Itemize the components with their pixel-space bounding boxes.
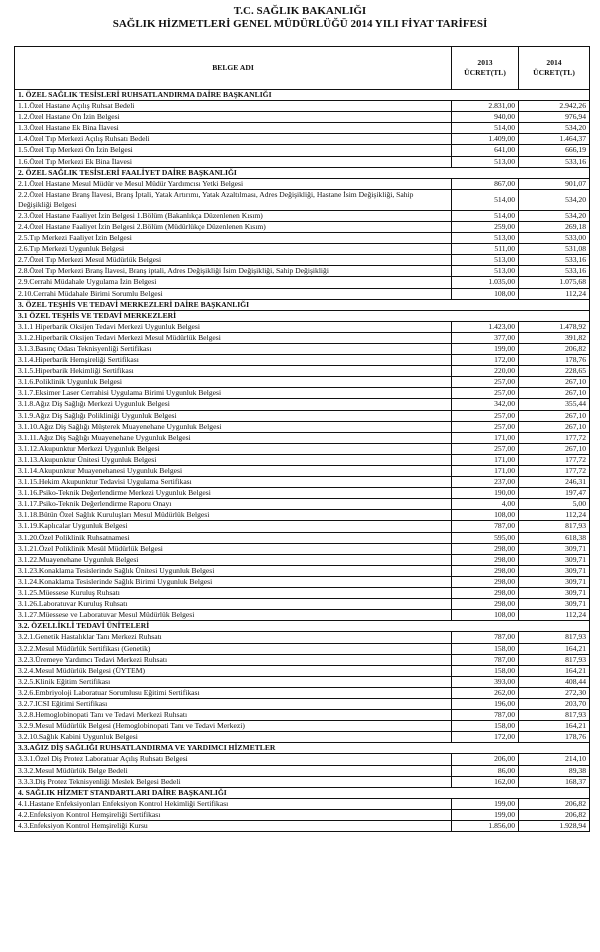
cell-belge-adi: 3.1.20.Özel Poliklinik Ruhsatnamesi: [15, 532, 452, 543]
cell-2014-fee: 177,72: [519, 466, 590, 477]
cell-belge-adi: 2.7.Özel Tıp Merkezi Mesul Müdürlük Belgesi: [15, 255, 452, 266]
cell-belge-adi: 2.5.Tıp Merkezi Faaliyet İzin Belgesi: [15, 233, 452, 244]
table-row: [15, 665, 590, 676]
cell-2014-fee: 533,16: [519, 255, 590, 266]
cell-2013-fee: 172,00: [452, 732, 519, 743]
cell-belge-adi: 4.3.Enfeksiyon Kontrol Hemşireliği Kursu: [15, 821, 452, 832]
section-row: [15, 743, 590, 754]
table-row: [15, 698, 590, 709]
section-title: 3.2. ÖZELLİKLİ TEDAVİ ÜNİTELERİ: [15, 621, 590, 632]
cell-2013-fee: 298,00: [452, 554, 519, 565]
table-row: [15, 610, 590, 621]
table-row: [15, 377, 590, 388]
table-row: [15, 721, 590, 732]
table-row: [15, 255, 590, 266]
table-row: [15, 321, 590, 332]
cell-2014-fee: 206,82: [519, 798, 590, 809]
cell-2014-fee: 89,38: [519, 765, 590, 776]
cell-belge-adi: 2.9.Cerrahi Müdahale Uygulama İzin Belgesi: [15, 277, 452, 288]
table-row: [15, 477, 590, 488]
table-header-row: [15, 47, 590, 90]
cell-2014-fee: 355,44: [519, 399, 590, 410]
cell-belge-adi: 1.1.Özel Hastane Açılış Ruhsat Bedeli: [15, 101, 452, 112]
cell-belge-adi: 3.1.8.Ağız Diş Sağlığı Merkezi Uygunluk Belgesi: [15, 399, 452, 410]
section-title: 2. ÖZEL SAĞLIK TESİSLERİ FAALİYET DAİRE BAŞKANLIĞI: [15, 167, 590, 178]
cell-2013-fee: 377,00: [452, 332, 519, 343]
table-row: [15, 399, 590, 410]
cell-2013-fee: 787,00: [452, 710, 519, 721]
cell-belge-adi: 1.5.Özel Tıp Merkezi Ön İzin Belgesi: [15, 145, 452, 156]
cell-2013-fee: 196,00: [452, 698, 519, 709]
table-row: [15, 499, 590, 510]
table-row: [15, 101, 590, 112]
cell-2013-fee: 199,00: [452, 798, 519, 809]
cell-belge-adi: 3.1.15.Hekim Akupunktur Tedavisi Uygulama Sertifikası: [15, 477, 452, 488]
cell-belge-adi: 3.1.12.Akupunktur Merkezi Uygunluk Belgesi: [15, 443, 452, 454]
cell-2013-fee: 190,00: [452, 488, 519, 499]
table-row: [15, 421, 590, 432]
header-2014: [519, 47, 590, 90]
cell-2014-fee: 214,10: [519, 754, 590, 765]
table-row: [15, 576, 590, 587]
cell-2013-fee: 298,00: [452, 588, 519, 599]
cell-2013-fee: 158,00: [452, 665, 519, 676]
cell-belge-adi: 3.1.18.Bütün Özel Sağlık Kuruluşları Mesul Müdürlük Belgesi: [15, 510, 452, 521]
cell-belge-adi: 4.1.Hastane Enfeksiyonları Enfeksiyon Kontrol Hekimliği Sertifikası: [15, 798, 452, 809]
cell-belge-adi: 3.1.9.Ağız Diş Sağlığı Polikliniği Uygunluk Belgesi: [15, 410, 452, 421]
cell-2014-fee: 309,71: [519, 543, 590, 554]
cell-2013-fee: 787,00: [452, 654, 519, 665]
table-row: [15, 521, 590, 532]
table-row: [15, 210, 590, 221]
cell-belge-adi: 3.3.1.Özel Diş Protez Laboratuar Açılış Ruhsatı Belgesi: [15, 754, 452, 765]
cell-belge-adi: 3.1.19.Kaplıcalar Uygunluk Belgesi: [15, 521, 452, 532]
table-row: [15, 388, 590, 399]
cell-2013-fee: 513,00: [452, 255, 519, 266]
table-row: [15, 277, 590, 288]
cell-2013-fee: 237,00: [452, 477, 519, 488]
table-row: [15, 643, 590, 654]
cell-2014-fee: 1.928,94: [519, 821, 590, 832]
cell-2013-fee: 513,00: [452, 156, 519, 167]
table-row: [15, 355, 590, 366]
header-belge-adi: BELGE ADI: [15, 47, 452, 90]
table-row: [15, 798, 590, 809]
cell-2014-fee: 267,10: [519, 421, 590, 432]
cell-belge-adi: 3.2.1.Genetik Hastalıklar Tanı Merkezi Ruhsatı: [15, 632, 452, 643]
cell-belge-adi: 3.1.6.Poliklinik Uygunluk Belgesi: [15, 377, 452, 388]
cell-2013-fee: 514,00: [452, 210, 519, 221]
cell-belge-adi: 3.1.11.Ağız Diş Sağlığı Muayenehane Uygunluk Belgesi: [15, 432, 452, 443]
table-row: [15, 776, 590, 787]
cell-belge-adi: 3.1.27.Müessese ve Laboratuvar Mesul Müdürlük Belgesi: [15, 610, 452, 621]
table-row: [15, 554, 590, 565]
table-row: [15, 565, 590, 576]
cell-belge-adi: 3.1.14.Akupunktur Muayenehanesi Uygunluk Belgesi: [15, 466, 452, 477]
table-row: [15, 676, 590, 687]
cell-2014-fee: 267,10: [519, 410, 590, 421]
table-row: [15, 123, 590, 134]
cell-2014-fee: 164,21: [519, 721, 590, 732]
cell-2014-fee: 203,70: [519, 698, 590, 709]
cell-2013-fee: 867,00: [452, 178, 519, 189]
cell-belge-adi: 1.6.Özel Tıp Merkezi Ek Bina İlavesi: [15, 156, 452, 167]
cell-belge-adi: 3.1.10.Ağız Diş Sağlığı Müşterek Muayenehane Uygunluk Belgesi: [15, 421, 452, 432]
cell-belge-adi: 2.10.Cerrahi Müdahale Birimi Sorumlu Belgesi: [15, 288, 452, 299]
cell-2013-fee: 108,00: [452, 610, 519, 621]
cell-2014-fee: 817,93: [519, 521, 590, 532]
cell-2014-fee: 1.075,68: [519, 277, 590, 288]
cell-2013-fee: 171,00: [452, 454, 519, 465]
cell-2014-fee: 164,21: [519, 643, 590, 654]
cell-2013-fee: 298,00: [452, 565, 519, 576]
cell-2014-fee: 267,10: [519, 443, 590, 454]
table-row: [15, 432, 590, 443]
cell-2013-fee: 257,00: [452, 410, 519, 421]
header-2014-year: 2014: [546, 58, 562, 67]
cell-2014-fee: 533,16: [519, 156, 590, 167]
cell-2014-fee: 197,47: [519, 488, 590, 499]
tariff-table: [14, 46, 590, 832]
table-row: [15, 710, 590, 721]
cell-2014-fee: 817,93: [519, 632, 590, 643]
cell-belge-adi: 3.2.10.Sağlık Kabini Uygunluk Belgesi: [15, 732, 452, 743]
table-row: [15, 112, 590, 123]
table-row: [15, 466, 590, 477]
cell-belge-adi: 3.1.4.Hiperbarik Hemşireliği Sertifikası: [15, 355, 452, 366]
cell-2014-fee: 1.478,92: [519, 321, 590, 332]
section-row: [15, 299, 590, 310]
cell-2013-fee: 342,00: [452, 399, 519, 410]
table-row: [15, 543, 590, 554]
table-row: [15, 366, 590, 377]
table-body: [15, 90, 590, 832]
table-row: [15, 244, 590, 255]
table-row: [15, 443, 590, 454]
table-row: [15, 156, 590, 167]
cell-belge-adi: 3.2.7.ICSI Eğitimi Sertifikası: [15, 698, 452, 709]
cell-2014-fee: 534,20: [519, 189, 590, 210]
table-row: [15, 732, 590, 743]
header-2014-ucret: ÜCRET(TL): [533, 68, 575, 77]
cell-2014-fee: 112,24: [519, 510, 590, 521]
cell-2013-fee: 1.856,00: [452, 821, 519, 832]
cell-2014-fee: 309,71: [519, 554, 590, 565]
cell-belge-adi: 3.1.2.Hiperbarik Oksijen Tedavi Merkezi Mesul Müdürlük Belgesi: [15, 332, 452, 343]
section-title: 3. ÖZEL TEŞHİS VE TEDAVİ MERKEZLERİ DAİRE BAŞKANLIĞI: [15, 299, 590, 310]
cell-belge-adi: 2.1.Özel Hastane Mesul Müdür ve Mesul Müdür Yardımcısı Yetki Belgesi: [15, 178, 452, 189]
cell-2013-fee: 787,00: [452, 521, 519, 532]
cell-2013-fee: 108,00: [452, 288, 519, 299]
table-row: [15, 410, 590, 421]
cell-2013-fee: 257,00: [452, 421, 519, 432]
cell-belge-adi: 4.2.Enfeksiyon Kontrol Hemşireliği Sertifikası: [15, 809, 452, 820]
cell-2013-fee: 108,00: [452, 510, 519, 521]
cell-belge-adi: 3.1.16.Psiko-Teknik Değerlendirme Merkezi Uygunluk Belgesi: [15, 488, 452, 499]
table-row: [15, 233, 590, 244]
section-title: 4. SAĞLIK HİZMET STANDARTLARI DAİRE BAŞKANLIĞI: [15, 787, 590, 798]
section-row: [15, 90, 590, 101]
cell-2014-fee: 817,93: [519, 654, 590, 665]
cell-2014-fee: 309,71: [519, 588, 590, 599]
cell-belge-adi: 2.3.Özel Hastane Faaliyet İzin Belgesi 1.Bölüm (Bakanlıkça Düzenlenen Kısım): [15, 210, 452, 221]
cell-2013-fee: 514,00: [452, 123, 519, 134]
tariff-table-wrapper: [14, 46, 589, 832]
cell-2013-fee: 259,00: [452, 221, 519, 232]
cell-2014-fee: 267,10: [519, 377, 590, 388]
cell-belge-adi: 1.4.Özel Tıp Merkezi Açılış Ruhsatı Bedeli: [15, 134, 452, 145]
cell-2013-fee: 262,00: [452, 687, 519, 698]
cell-2013-fee: 206,00: [452, 754, 519, 765]
cell-2013-fee: 199,00: [452, 343, 519, 354]
table-row: [15, 221, 590, 232]
cell-belge-adi: 3.2.8.Hemoglobinopati Tanı ve Tedavi Merkezi Ruhsatı: [15, 710, 452, 721]
cell-belge-adi: 3.2.2.Mesul Müdürlük Sertifikası (Genetik): [15, 643, 452, 654]
cell-belge-adi: 3.1.5.Hiperbarik Hekimliği Sertifikası: [15, 366, 452, 377]
table-row: [15, 632, 590, 643]
table-row: [15, 599, 590, 610]
cell-2014-fee: 112,24: [519, 610, 590, 621]
cell-2013-fee: 787,00: [452, 632, 519, 643]
cell-2013-fee: 4,00: [452, 499, 519, 510]
cell-2014-fee: 533,00: [519, 233, 590, 244]
table-row: [15, 588, 590, 599]
cell-2014-fee: 531,08: [519, 244, 590, 255]
cell-2014-fee: 168,37: [519, 776, 590, 787]
cell-2013-fee: 1.409,00: [452, 134, 519, 145]
cell-belge-adi: 3.1.24.Konaklama Tesislerinde Sağlık Birimi Uygunluk Belgesi: [15, 576, 452, 587]
cell-2014-fee: 618,38: [519, 532, 590, 543]
cell-2013-fee: 514,00: [452, 189, 519, 210]
cell-2013-fee: 2.831,00: [452, 101, 519, 112]
cell-belge-adi: 3.1.1 Hiperbarik Oksijen Tedavi Merkezi Uygunluk Belgesi: [15, 321, 452, 332]
cell-belge-adi: 2.8.Özel Tıp Merkezi Branş İlavesi, Branş iptali, Adres Değişikliği İsim Değişikliği, Sahip Değişikliği: [15, 266, 452, 277]
cell-2014-fee: 269,18: [519, 221, 590, 232]
cell-belge-adi: 3.1.7.Eksimer Laser Cerrahisi Uygulama Birimi Uygunluk Belgesi: [15, 388, 452, 399]
cell-2014-fee: 666,19: [519, 145, 590, 156]
section-row: [15, 167, 590, 178]
header-2013: [452, 47, 519, 90]
cell-belge-adi: 3.2.5.Klinik Eğitim Sertifikası: [15, 676, 452, 687]
cell-2014-fee: 177,72: [519, 432, 590, 443]
cell-belge-adi: 3.1.25.Müessese Kuruluş Ruhsatı: [15, 588, 452, 599]
cell-2013-fee: 298,00: [452, 543, 519, 554]
cell-2014-fee: 5,00: [519, 499, 590, 510]
cell-2013-fee: 199,00: [452, 809, 519, 820]
section-row: [15, 310, 590, 321]
title-line-2: SAĞLIK HİZMETLERİ GENEL MÜDÜRLÜĞÜ 2014 YILI FİYAT TARİFESİ: [112, 18, 488, 30]
table-row: [15, 266, 590, 277]
cell-2014-fee: 206,82: [519, 809, 590, 820]
cell-2013-fee: 257,00: [452, 388, 519, 399]
table-row: [15, 754, 590, 765]
cell-2013-fee: 298,00: [452, 576, 519, 587]
cell-belge-adi: 2.2.Özel Hastane Branş İlavesi, Branş İptali, Yatak Artırımı, Yatak Azaltılması, Adres Değişikliği, Hastane İsim Değişikliği, Sahip Değişikliği Belgesi: [15, 189, 452, 210]
cell-belge-adi: 3.1.23.Konaklama Tesislerinde Sağlık Ünitesi Uygunluk Belgesi: [15, 565, 452, 576]
cell-belge-adi: 3.1.3.Basınç Odası Teknisyenliği Sertifikası: [15, 343, 452, 354]
cell-2013-fee: 940,00: [452, 112, 519, 123]
table-row: [15, 532, 590, 543]
table-row: [15, 809, 590, 820]
cell-2014-fee: 309,71: [519, 599, 590, 610]
cell-2013-fee: 595,00: [452, 532, 519, 543]
table-row: [15, 821, 590, 832]
cell-2013-fee: 220,00: [452, 366, 519, 377]
cell-2014-fee: 533,16: [519, 266, 590, 277]
table-row: [15, 488, 590, 499]
table-row: [15, 189, 590, 210]
cell-2013-fee: 513,00: [452, 266, 519, 277]
cell-belge-adi: 3.3.3.Diş Protez Teknisyenliği Meslek Belgesi Bedeli: [15, 776, 452, 787]
cell-belge-adi: 3.1.17.Psiko-Teknik Değerlendirme Raporu Onayı: [15, 499, 452, 510]
cell-2013-fee: 171,00: [452, 466, 519, 477]
table-row: [15, 145, 590, 156]
cell-belge-adi: 3.3.2.Mesul Müdürlük Belge Bedeli: [15, 765, 452, 776]
title-line-1: T.C. SAĞLIK BAKANLIĞI: [233, 5, 367, 17]
cell-2013-fee: 171,00: [452, 432, 519, 443]
cell-2013-fee: 641,00: [452, 145, 519, 156]
cell-2014-fee: 178,76: [519, 732, 590, 743]
cell-2014-fee: 246,31: [519, 477, 590, 488]
table-row: [15, 332, 590, 343]
header-2013-ucret: ÜCRET(TL): [464, 68, 506, 77]
cell-belge-adi: 3.1.26.Laboratuvar Kuruluş Ruhsatı: [15, 599, 452, 610]
cell-2014-fee: 178,76: [519, 355, 590, 366]
cell-2013-fee: 1.035,00: [452, 277, 519, 288]
cell-belge-adi: 3.2.4.Mesul Müdürlük Belgesi (ÜYTEM): [15, 665, 452, 676]
section-row: [15, 787, 590, 798]
table-row: [15, 654, 590, 665]
cell-2013-fee: 158,00: [452, 721, 519, 732]
cell-2014-fee: 901,07: [519, 178, 590, 189]
cell-2013-fee: 511,00: [452, 244, 519, 255]
cell-2014-fee: 817,93: [519, 710, 590, 721]
cell-2014-fee: 2.942,26: [519, 101, 590, 112]
cell-2013-fee: 513,00: [452, 233, 519, 244]
cell-2014-fee: 228,65: [519, 366, 590, 377]
cell-belge-adi: 2.6.Tıp Merkezi Uygunluk Belgesi: [15, 244, 452, 255]
section-title: 3.1 ÖZEL TEŞHİS VE TEDAVİ MERKEZLERİ: [15, 310, 590, 321]
cell-belge-adi: 1.3.Özel Hastane Ek Bina İlavesi: [15, 123, 452, 134]
cell-belge-adi: 3.1.21.Özel Poliklinik Mesül Müdürlük Belgesi: [15, 543, 452, 554]
cell-2013-fee: 1.423,00: [452, 321, 519, 332]
cell-2014-fee: 976,94: [519, 112, 590, 123]
cell-2013-fee: 86,00: [452, 765, 519, 776]
cell-2014-fee: 267,10: [519, 388, 590, 399]
cell-belge-adi: 3.1.13.Akupunktur Ünitesi Uygunluk Belgesi: [15, 454, 452, 465]
cell-2013-fee: 172,00: [452, 355, 519, 366]
cell-2014-fee: 177,72: [519, 454, 590, 465]
cell-2014-fee: 112,24: [519, 288, 590, 299]
cell-2014-fee: 534,20: [519, 210, 590, 221]
cell-2014-fee: 391,82: [519, 332, 590, 343]
cell-2014-fee: 1.464,37: [519, 134, 590, 145]
document-title: [0, 0, 600, 40]
cell-2013-fee: 162,00: [452, 776, 519, 787]
table-row: [15, 687, 590, 698]
cell-2013-fee: 298,00: [452, 599, 519, 610]
section-row: [15, 621, 590, 632]
cell-2014-fee: 206,82: [519, 343, 590, 354]
cell-2013-fee: 158,00: [452, 643, 519, 654]
section-title: 3.3.AĞIZ DİŞ SAĞLIĞI RUHSATLANDIRMA VE YARDIMCI HİZMETLER: [15, 743, 590, 754]
cell-belge-adi: 2.4.Özel Hastane Faaliyet İzin Belgesi 2.Bölüm (Müdürlükçe Düzenlenen Kısım): [15, 221, 452, 232]
table-row: [15, 510, 590, 521]
cell-belge-adi: 3.2.3.Üremeye Yardımcı Tedavi Merkezi Ruhsatı: [15, 654, 452, 665]
cell-2013-fee: 257,00: [452, 377, 519, 388]
section-title: 1. ÖZEL SAĞLIK TESİSLERİ RUHSATLANDIRMA DAİRE BAŞKANLIĞI: [15, 90, 590, 101]
table-row: [15, 765, 590, 776]
cell-2014-fee: 309,71: [519, 565, 590, 576]
cell-belge-adi: 3.2.9.Mesul Müdürlük Belgesi (Hemoglobinopati Tanı ve Tedavi Merkezi): [15, 721, 452, 732]
header-2013-year: 2013: [477, 58, 493, 67]
cell-belge-adi: 3.2.6.Embriyoloji Laboratuar Sorumlusu Eğitimi Sertifikası: [15, 687, 452, 698]
table-row: [15, 178, 590, 189]
cell-2014-fee: 164,21: [519, 665, 590, 676]
table-row: [15, 454, 590, 465]
cell-belge-adi: 3.1.22.Muayenehane Uygunluk Belgesi: [15, 554, 452, 565]
table-row: [15, 134, 590, 145]
cell-2014-fee: 309,71: [519, 576, 590, 587]
cell-2014-fee: 408,44: [519, 676, 590, 687]
cell-2013-fee: 393,00: [452, 676, 519, 687]
cell-2013-fee: 257,00: [452, 443, 519, 454]
table-row: [15, 343, 590, 354]
cell-2014-fee: 272,30: [519, 687, 590, 698]
cell-belge-adi: 1.2.Özel Hastane Ön İzin Belgesi: [15, 112, 452, 123]
table-row: [15, 288, 590, 299]
cell-2014-fee: 534,20: [519, 123, 590, 134]
